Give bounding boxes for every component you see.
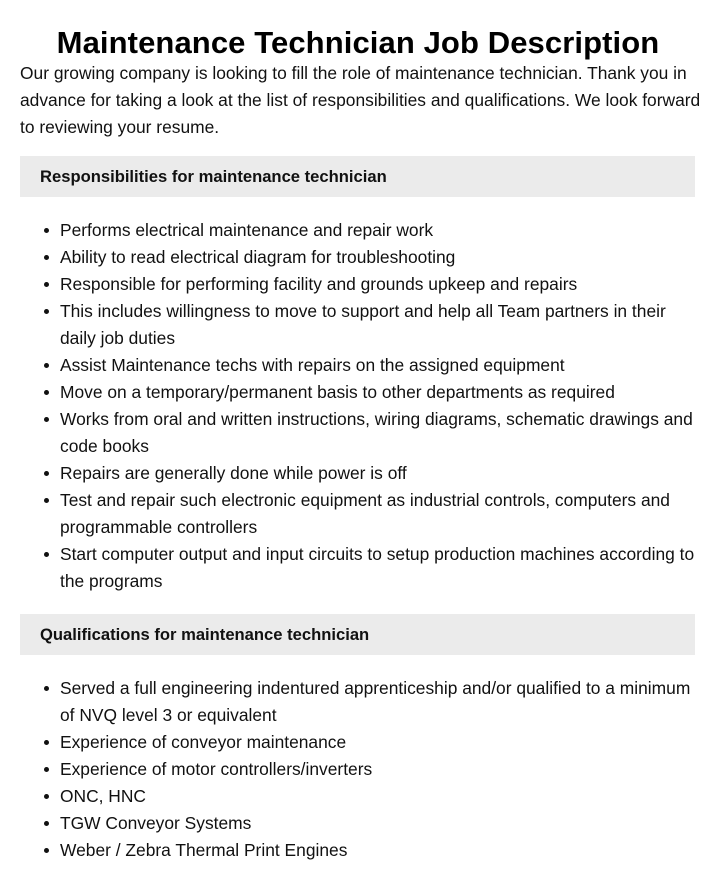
bullet-icon — [44, 363, 49, 368]
bullet-icon — [44, 471, 49, 476]
list-item-text: Repairs are generally done while power is off — [60, 463, 407, 483]
list-item — [60, 217, 700, 244]
list-item — [60, 271, 700, 298]
bullet-icon — [44, 686, 49, 691]
bullet-icon — [44, 821, 49, 826]
bullet-icon — [44, 282, 49, 287]
list-item — [60, 379, 700, 406]
bullet-icon — [44, 255, 49, 260]
list-item — [60, 406, 700, 460]
list-item — [60, 352, 700, 379]
bullet-icon — [44, 552, 49, 557]
page-title: Maintenance Technician Job Description — [56, 24, 660, 60]
bullet-icon — [44, 848, 49, 853]
list-item — [60, 837, 700, 864]
list-item — [60, 675, 700, 729]
list-item-text: Weber / Zebra Thermal Print Engines — [60, 840, 348, 860]
list-item-text: This includes willingness to move to support and help all Team partners in their daily job duties — [60, 301, 666, 348]
bullet-icon — [44, 390, 49, 395]
bullet-icon — [44, 228, 49, 233]
list-item — [60, 729, 700, 756]
list-item — [60, 487, 700, 541]
list-item-text: TGW Conveyor Systems — [60, 813, 252, 833]
list-item — [60, 541, 700, 595]
list-item-text: Start computer output and input circuits to setup production machines according to the programs — [60, 544, 695, 591]
list-item-text: Performs electrical maintenance and repair work — [60, 220, 434, 240]
list-item-text: Test and repair such electronic equipment as industrial controls, computers and programmable controllers — [60, 490, 670, 537]
bullet-icon — [44, 767, 49, 772]
bullet-icon — [44, 498, 49, 503]
list-item — [60, 810, 700, 837]
list-item-text: Responsible for performing facility and grounds upkeep and repairs — [60, 274, 578, 294]
list-item — [60, 298, 700, 352]
qualifications-list — [40, 675, 700, 864]
list-item-text: Works from oral and written instructions, wiring diagrams, schematic drawings and code books — [60, 409, 693, 456]
bullet-icon — [44, 794, 49, 799]
intro-paragraph: Our growing company is looking to fill the role of maintenance technician. Thank you in advance for taking a look at the list of responsibilities and qualifications. We look forward to reviewing your resume. — [20, 63, 701, 137]
list-item-text: Assist Maintenance techs with repairs on the assigned equipment — [60, 355, 565, 375]
qualifications-heading: Qualifications for maintenance technician — [20, 614, 695, 655]
list-item — [60, 244, 700, 271]
list-item-text: Ability to read electrical diagram for troubleshooting — [60, 247, 456, 267]
bullet-icon — [44, 740, 49, 745]
list-item-text: ONC, HNC — [60, 786, 146, 806]
bullet-icon — [44, 309, 49, 314]
list-item — [60, 460, 700, 487]
bullet-icon — [44, 417, 49, 422]
list-item-text: Move on a temporary/permanent basis to other departments as required — [60, 382, 615, 402]
list-item-text: Served a full engineering indentured apprenticeship and/or qualified to a minimum of NVQ level 3 or equivalent — [60, 678, 691, 725]
list-item — [60, 756, 700, 783]
list-item-text: Experience of motor controllers/inverters — [60, 759, 373, 779]
responsibilities-list — [40, 217, 700, 595]
list-item-text: Experience of conveyor maintenance — [60, 732, 347, 752]
responsibilities-heading: Responsibilities for maintenance technician — [20, 156, 695, 197]
list-item — [60, 783, 700, 810]
